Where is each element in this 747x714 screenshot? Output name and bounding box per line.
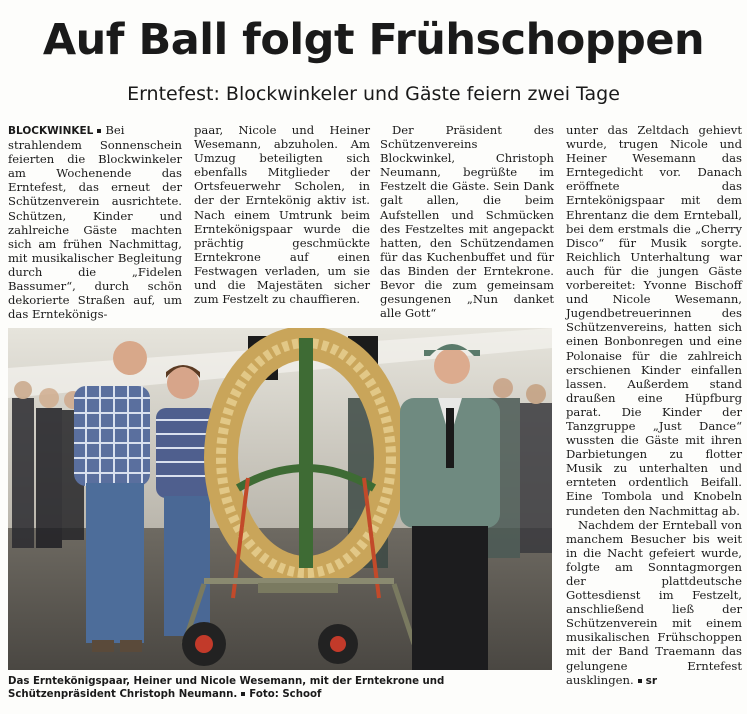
bullet-square-icon <box>638 679 642 683</box>
photo-caption <box>8 675 554 701</box>
author-signature: sr <box>645 674 658 687</box>
article-column-1 <box>8 123 182 321</box>
bullet-square-icon <box>97 129 101 133</box>
dateline: BLOCKWINKEL <box>8 125 94 137</box>
article-photo <box>8 328 552 670</box>
article-column-4 <box>566 123 742 688</box>
column-4-text-b: Nachdem der Ernteball von manchem Besucher bis weit in die Nacht gefeiert wurde, folgte am Sonntagmorgen der plattdeutsche Gottesdienst im Festzelt, anschließend ließ der Schützenverein mit einem musikalischen Frühschoppen mit der Band Traemann das gelungene Erntefest ausklingen. <box>566 517 742 687</box>
column-2-text: paar, Nicole und Heiner Wesemann, abzuholen. Am Umzug beteiligten sich ebenfalls Mitglieder der Ortsfeuerwehr Scholen, in der der Erntekönig aktiv ist. Nach einem Umtrunk beim Erntekönigspaar wurde die prächtig geschmückte Erntekrone auf einen Festwagen verladen, um sie und die Majestäten sicher zum Festzelt zu chauffieren. <box>194 123 370 307</box>
photo-credit: Foto: Schoof <box>249 689 322 700</box>
article-column-2 <box>194 123 370 306</box>
caption-text: Das Erntekönigspaar, Heiner und Nicole Wesemann, mit der Erntekrone und Schützenpräsident Christoph Neumann. <box>8 676 445 700</box>
subheadline: Erntefest: Blockwinkeler und Gäste feiern zwei Tage <box>127 83 620 105</box>
column-1-text: Bei strahlendem Sonnenschein feierten die Blockwinkeler am Wochenende das Erntefest, das erneut der Schützenverein ausrichtete. Schützen, Kinder und zahlreiche Gäste machten sich am frühen Nachmittag, mit musikalischer Begleitung durch die „Fidelen Bassumer“, durch schön dekorierte Straßen auf, um das Erntekönigs- <box>8 123 182 322</box>
article-column-3 <box>380 123 554 320</box>
bullet-square-icon <box>241 692 245 696</box>
column-4-text-a: unter das Zeltdach gehievt wurde, trugen Nicole und Heiner Wesemann das Erntegedicht vor. Danach eröffnete das Erntekönigspaar mit dem Ehrentanz die dem Ernteball, bei dem erstmals die „Cherry Disco“ für Musik sorgte. Reichlich Unterhaltung war auch für die jungen Gäste vorbereitet: Yvonne Bischoff und Nicole Wesemann, Jugendbetreuerinnen des Schützenvereins, hatten sich einen Bonbonregen und eine Polonaise für die zahlreich erschienen Kinder einfallen lassen. Außerdem stand draußen eine Hüpfburg parat. Die Kinder der Tanzgruppe „Just Dance“ wussten die Gäste mit ihren Darbietungen zu flotter Musik zu unterhalten und ernteten ordentlich Beifall. Eine Tombola und Knobeln rundeten den Nachmittag ab. <box>566 123 742 518</box>
column-3-text: Der Präsident des Schützenvereins Blockwinkel, Christoph Neumann, begrüßte im Festzelt die Gäste. Sein Dank galt allen, die beim Aufstellen und Schmücken des Festzeltes mit angepackt hatten, den Schützendamen für das Kuchenbuffet und für das Binden der Erntekrone. Bevor die zum gemeinsam gesungenen „Nun danket alle Gott“ <box>380 123 554 321</box>
headline: Auf Ball folgt Frühschoppen <box>42 15 705 65</box>
